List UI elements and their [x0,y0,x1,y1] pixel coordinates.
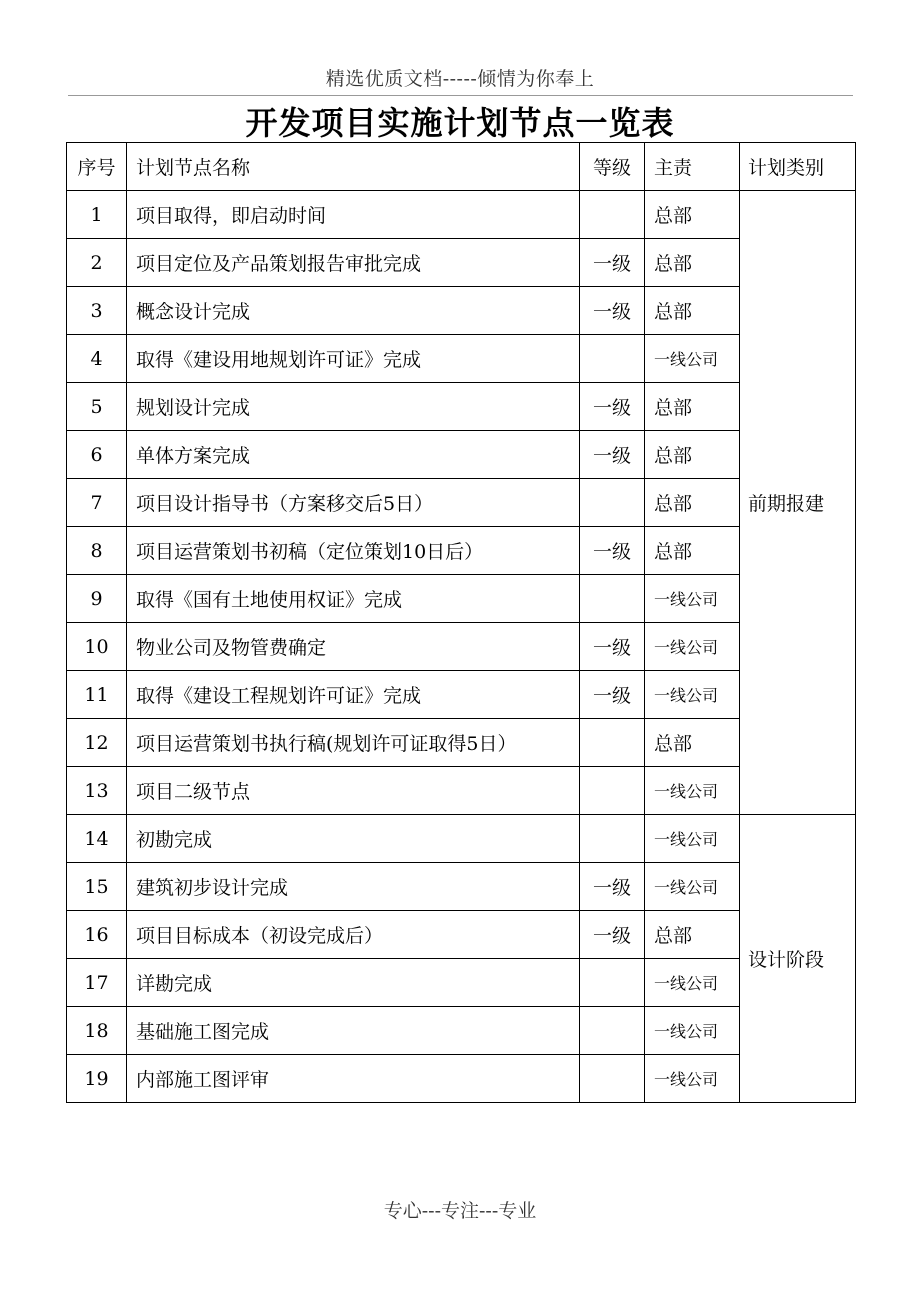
row-seq-cell: 5 [67,383,127,431]
row-level-cell [580,1007,645,1055]
header-node-name: 计划节点名称 [127,143,580,191]
row-seq-cell: 13 [67,767,127,815]
row-owner-cell: 一线公司 [645,815,740,863]
row-owner-cell: 总部 [645,239,740,287]
row-owner-cell: 一线公司 [645,863,740,911]
table-row [67,623,856,671]
row-owner-cell: 一线公司 [645,623,740,671]
row-node-name-cell: 概念设计完成 [127,287,580,335]
header-seq: 序号 [67,143,127,191]
row-node-name-cell: 详勘完成 [127,959,580,1007]
row-level-cell: 一级 [580,431,645,479]
table-row [67,1055,856,1103]
row-node-name-cell: 建筑初步设计完成 [127,863,580,911]
row-node-name-cell: 取得《建设工程规划许可证》完成 [127,671,580,719]
row-seq-cell: 4 [67,335,127,383]
page-footer-text: 专心---专注---专业 [383,1200,537,1222]
table-row [67,911,856,959]
row-seq-cell: 14 [67,815,127,863]
row-seq-cell: 11 [67,671,127,719]
table-row [67,431,856,479]
header-divider [68,95,853,96]
row-owner-cell: 一线公司 [645,335,740,383]
header-category: 计划类别 [740,143,856,191]
header-level: 等级 [580,143,645,191]
row-owner-cell: 总部 [645,383,740,431]
row-level-cell: 一级 [580,527,645,575]
row-node-name-cell: 单体方案完成 [127,431,580,479]
row-level-cell: 一级 [580,383,645,431]
table-row [67,479,856,527]
row-node-name-cell: 项目运营策划书执行稿(规划许可证取得5日） [127,719,580,767]
table-row [67,383,856,431]
row-level-cell [580,575,645,623]
row-seq-cell: 12 [67,719,127,767]
row-node-name-cell: 项目定位及产品策划报告审批完成 [127,239,580,287]
table-header-row [67,143,856,191]
row-owner-cell: 总部 [645,431,740,479]
row-owner-cell: 总部 [645,479,740,527]
row-level-cell [580,815,645,863]
row-node-name-cell: 项目设计指导书（方案移交后5日） [127,479,580,527]
row-owner-cell: 一线公司 [645,959,740,1007]
row-level-cell: 一级 [580,911,645,959]
table-row [67,815,856,863]
row-node-name-cell: 基础施工图完成 [127,1007,580,1055]
table-row [67,575,856,623]
document-title: 开发项目实施计划节点一览表 [245,104,675,142]
row-owner-cell: 总部 [645,911,740,959]
table-row [67,767,856,815]
table-row [67,671,856,719]
table-row [67,719,856,767]
row-level-cell: 一级 [580,623,645,671]
row-node-name-cell: 内部施工图评审 [127,1055,580,1103]
table-row [67,287,856,335]
plan-node-table [66,142,856,1103]
row-seq-cell: 6 [67,431,127,479]
row-owner-cell: 一线公司 [645,767,740,815]
category-cell: 设计阶段 [740,815,856,1103]
row-owner-cell: 总部 [645,287,740,335]
row-seq-cell: 7 [67,479,127,527]
row-level-cell: 一级 [580,863,645,911]
row-seq-cell: 9 [67,575,127,623]
row-level-cell [580,479,645,527]
row-level-cell: 一级 [580,671,645,719]
row-node-name-cell: 项目取得，即启动时间 [127,191,580,239]
category-cell: 前期报建 [740,191,856,815]
row-level-cell: 一级 [580,239,645,287]
table-row [67,239,856,287]
row-level-cell [580,959,645,1007]
row-node-name-cell: 项目目标成本（初设完成后） [127,911,580,959]
row-level-cell [580,767,645,815]
row-level-cell [580,191,645,239]
table-row [67,1007,856,1055]
row-level-cell [580,719,645,767]
row-level-cell: 一级 [580,287,645,335]
table-body [67,191,856,1103]
row-owner-cell: 总部 [645,527,740,575]
table-row [67,527,856,575]
table-row [67,863,856,911]
page-header-text: 精选优质文档-----倾情为你奉上 [325,68,595,90]
row-owner-cell: 总部 [645,191,740,239]
table-row [67,335,856,383]
row-node-name-cell: 项目运营策划书初稿（定位策划10日后） [127,527,580,575]
table-row [67,959,856,1007]
table-row [67,191,856,239]
row-owner-cell: 一线公司 [645,1055,740,1103]
row-seq-cell: 2 [67,239,127,287]
row-node-name-cell: 取得《国有土地使用权证》完成 [127,575,580,623]
row-seq-cell: 19 [67,1055,127,1103]
row-node-name-cell: 初勘完成 [127,815,580,863]
row-owner-cell: 一线公司 [645,1007,740,1055]
row-level-cell [580,335,645,383]
row-seq-cell: 17 [67,959,127,1007]
row-seq-cell: 3 [67,287,127,335]
row-owner-cell: 一线公司 [645,671,740,719]
row-seq-cell: 16 [67,911,127,959]
row-node-name-cell: 项目二级节点 [127,767,580,815]
row-level-cell [580,1055,645,1103]
row-node-name-cell: 物业公司及物管费确定 [127,623,580,671]
row-owner-cell: 一线公司 [645,575,740,623]
row-node-name-cell: 取得《建设用地规划许可证》完成 [127,335,580,383]
row-seq-cell: 8 [67,527,127,575]
header-owner: 主责 [645,143,740,191]
row-seq-cell: 15 [67,863,127,911]
row-seq-cell: 1 [67,191,127,239]
row-owner-cell: 总部 [645,719,740,767]
row-seq-cell: 10 [67,623,127,671]
row-node-name-cell: 规划设计完成 [127,383,580,431]
row-seq-cell: 18 [67,1007,127,1055]
